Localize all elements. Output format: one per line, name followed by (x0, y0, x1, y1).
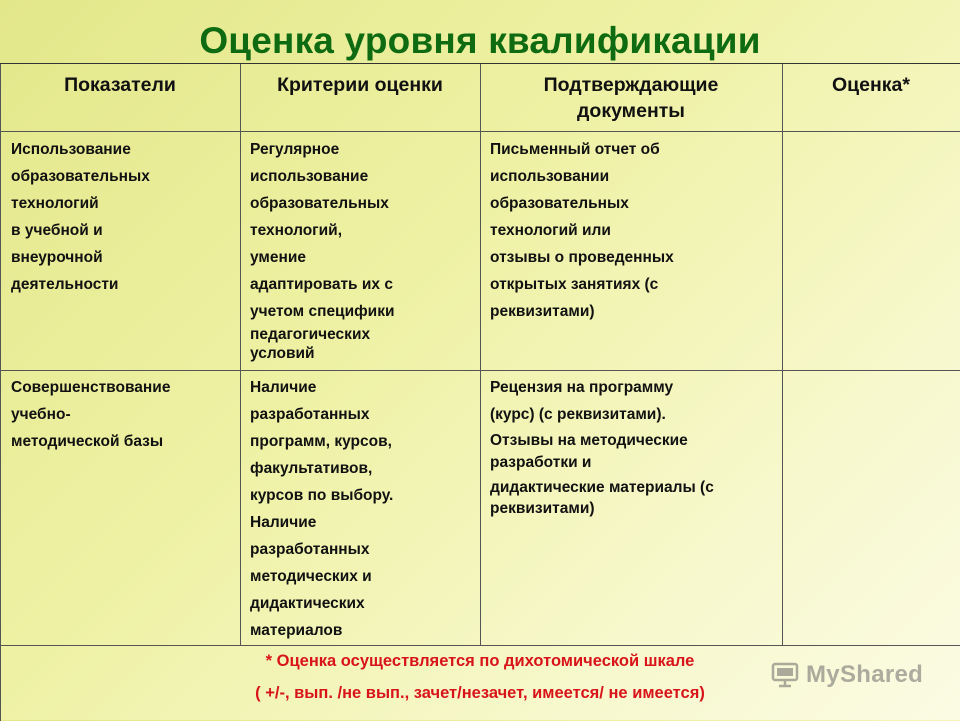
text-line: использование (250, 168, 369, 185)
watermark-text: MyShared (806, 661, 924, 688)
row-divider (0, 645, 960, 646)
row2-documents (490, 374, 714, 518)
text-line: образовательных (490, 195, 629, 212)
presentation-screen-icon (770, 660, 800, 690)
row-divider (0, 370, 960, 371)
text-line: факультативов, (250, 460, 373, 477)
text-line: педагогических (250, 326, 371, 343)
text-line: в учебной и (11, 222, 103, 239)
text-line: Письменный отчет об (490, 141, 660, 158)
header-documents (480, 72, 782, 124)
row1-indicator (11, 136, 150, 298)
text-line: методических и (250, 568, 372, 585)
text-line: открытых занятиях (с (490, 276, 659, 293)
text-line: дидактические материалы (с (490, 479, 714, 496)
row1-documents (490, 136, 674, 325)
text-line: Наличие (250, 379, 317, 396)
header-criteria: Критерии оценки (277, 74, 443, 96)
text-line: технологий или (490, 222, 611, 239)
page-title: Оценка уровня квалификации (199, 20, 761, 61)
text-line: деятельности (11, 276, 119, 293)
text-line: курсов по выбору. (250, 487, 394, 504)
text-line: реквизитами) (490, 303, 595, 320)
row-divider (0, 131, 960, 132)
text-line: Использование (11, 141, 131, 158)
text-line: Совершенствование (11, 379, 171, 396)
footer-note-line2: ( +/-, вып. /не вып., зачет/незачет, имеется/ не имеется) (255, 684, 705, 702)
text-line: Отзывы на методические (490, 432, 688, 449)
text-line: учетом специфики (250, 303, 395, 320)
text-line: разработки и (490, 454, 592, 471)
text-line: внеурочной (11, 249, 103, 266)
text-line: технологий (11, 195, 99, 212)
text-line: разработанных (250, 406, 370, 423)
row2-indicator (11, 374, 170, 455)
text-line: программ, курсов, (250, 433, 392, 450)
watermark (770, 657, 923, 693)
header-documents-text: Подтверждающие документы (543, 74, 719, 122)
text-line: отзывы о проведенных (490, 249, 674, 266)
col-divider (782, 64, 783, 646)
text-line: Рецензия на программу (490, 379, 674, 396)
qualification-table (0, 63, 960, 721)
col-divider (480, 64, 481, 646)
header-indicators: Показатели (64, 74, 176, 96)
header-score: Оценка* (832, 74, 910, 96)
text-line: материалов (250, 622, 343, 639)
text-line: (курс) (с реквизитами). (490, 406, 666, 423)
text-line: учебно- (11, 406, 71, 423)
row2-criteria (250, 374, 393, 644)
text-line: использовании (490, 168, 610, 185)
footer-note-line1: * Оценка осуществляется по дихотомической шкале (265, 652, 695, 670)
text-line: разработанных (250, 541, 370, 558)
text-line: условий (250, 345, 315, 362)
text-line: методической базы (11, 433, 164, 450)
col-divider (0, 64, 1, 721)
text-line: Наличие (250, 514, 317, 531)
text-line: Регулярное (250, 141, 340, 158)
text-line: реквизитами) (490, 500, 595, 517)
text-line: умение (250, 249, 307, 266)
text-line: образовательных (11, 168, 150, 185)
text-line: адаптировать их с (250, 276, 393, 293)
text-line: дидактических (250, 595, 365, 612)
col-divider (240, 64, 241, 646)
text-line: образовательных (250, 195, 389, 212)
row1-criteria (250, 136, 395, 363)
text-line: технологий, (250, 222, 343, 239)
